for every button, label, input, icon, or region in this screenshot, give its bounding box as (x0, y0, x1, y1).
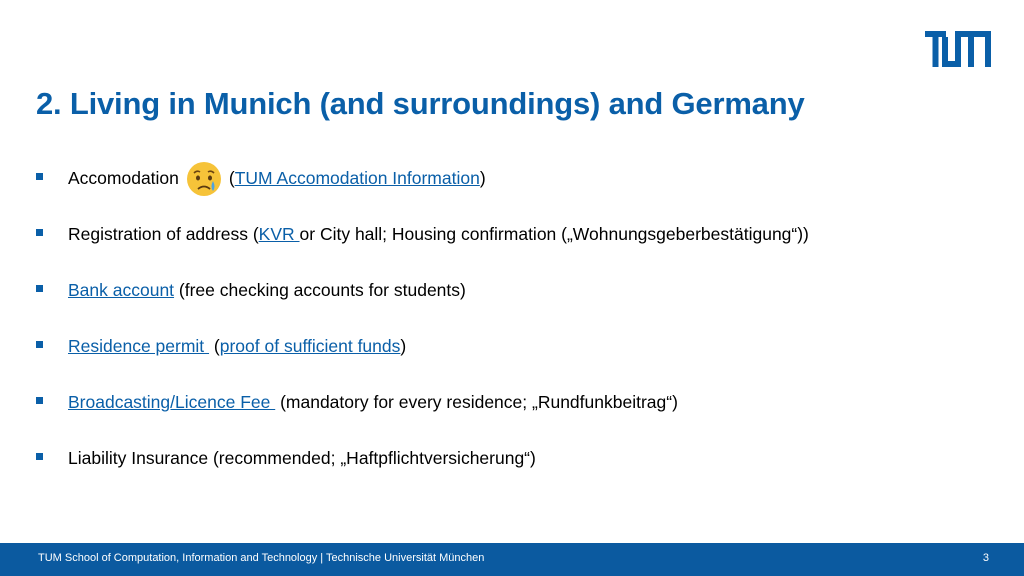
kvr-link[interactable]: KVR (258, 223, 300, 244)
bullet-text: or City hall; Housing confirmation („Wohnungsgeberbestätigung“)) (299, 223, 809, 244)
bullet-marker-icon (36, 285, 43, 292)
bullet-text: (mandatory for every residence; „Rundfunkbeitrag“) (275, 391, 678, 412)
footer-text: TUM School of Computation, Information and Technology | Technische Universität München (38, 552, 485, 564)
residence-permit-link[interactable]: Residence permit (68, 335, 210, 356)
footer-bar (0, 543, 1024, 576)
bullet-bank-account (36, 275, 466, 305)
bullet-text: Liability Insurance (recommended; „Haftpflichtversicherung“) (68, 447, 536, 468)
bullet-text: Accomodation (68, 167, 179, 188)
broadcasting-licence-fee-link[interactable]: Broadcasting/Licence Fee (68, 391, 276, 412)
bullet-accomodation: Accomodation ( TUM Accomodation Information ) (36, 163, 486, 193)
bullet-marker-icon (36, 341, 43, 348)
page-number: 3 (982, 552, 989, 564)
bullet-marker-icon (36, 229, 43, 236)
bullet-text: (free checking accounts for students) (174, 279, 466, 300)
bullet-broadcasting-fee (36, 387, 678, 417)
slide-title: 2. Living in Munich (and surroundings) and Germany (36, 86, 805, 121)
bullet-liability-insurance (36, 443, 536, 473)
bullet-marker-icon (36, 453, 43, 460)
crying-face-emoji-icon (185, 160, 223, 198)
tum-accomodation-information-link[interactable]: TUM Accomodation Information (234, 167, 480, 188)
bullet-registration (36, 219, 809, 249)
bullet-residence-permit: Residence permit ( proof of sufficient funds ) (36, 331, 406, 361)
bullet-text: Registration of address ( (68, 223, 259, 244)
proof-of-sufficient-funds-link[interactable]: proof of sufficient funds (219, 335, 401, 356)
bullet-marker-icon (36, 173, 43, 180)
bullet-marker-icon (36, 397, 43, 404)
bank-account-link[interactable]: Bank account (68, 279, 175, 300)
